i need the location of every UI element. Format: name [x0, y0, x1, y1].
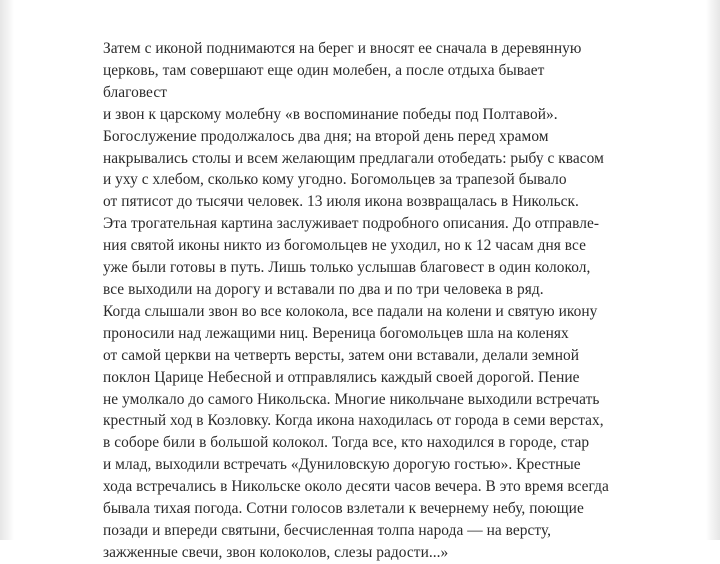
text-line: все выходили на дорогу и вставали по два и по три человека в ряд. [103, 280, 544, 298]
text-line: позади и впереди святыни, бесчисленная толпа народа — на версту, [103, 521, 552, 539]
text-line: зажженные свечи, звон колоколов, слезы радости...» [103, 543, 449, 561]
text-line: уже были готовы в путь. Лишь только услышав благовест в один колокол, [103, 259, 591, 277]
text-line: поклон Царице Небесной и отправлялись каждый своей дорогой. Пение [103, 368, 580, 386]
text-line: крестный ход в Козловку. Когда икона находилась от города в семи верстах, [103, 412, 604, 430]
text-line: Затем с иконой поднимаются на берег и вносят ее сначала в деревянную [103, 40, 582, 57]
text-line: благовест [103, 83, 167, 101]
text-line: Эта трогательная картина заслуживает подробного описания. До отправле- [103, 215, 600, 233]
text-line: от самой церкви на четверть версты, затем они вставали, делали земной [103, 346, 580, 364]
text-line: церковь, там совершают еще один молебен, а после отдыха бывает [103, 61, 545, 79]
text-line: в соборе били в большой колокол. Тогда все, кто находился в городе, стар [103, 434, 590, 452]
text-line: не умолкало до самого Никольска. Многие никольчане выходили встречать [103, 390, 600, 408]
text-line: от пятисот до тысячи человек. 13 июля икона возвращалась в Никольск. [103, 193, 579, 211]
text-line: Богослужение продолжалось два дня; на второй день перед храмом [103, 127, 549, 145]
body-text [103, 38, 703, 564]
text-line: Когда слышали звон во все колокола, все падали на колени и святую икону [103, 302, 598, 320]
left-page-shadow [0, 0, 14, 540]
text-line: хода встречались в Никольске около десяти часов вечера. В это время всегда [103, 478, 609, 496]
text-line: ния святой иконы никто из богомольцев не уходил, но к 12 часам дня все [103, 237, 586, 255]
text-line: проносили над лежащими ниц. Вереница богомольцев шла на коленях [103, 324, 569, 342]
text-line: накрывались столы и всем желающим предлагали отобедать: рыбу с квасом [103, 149, 604, 167]
text-line: и уху с хлебом, сколько кому угодно. Богомольцев за трапезой бывало [103, 171, 567, 189]
text-line: и млад, выходили встречать «Дуниловскую дорогую гостью». Крестные [103, 456, 581, 474]
text-line: и звон к царскому молебну «в воспоминание победы под Полтавой». [103, 105, 558, 123]
text-line: бывала тихая погода. Сотни голосов взлетали к вечернему небу, поющие [103, 500, 584, 518]
right-page-shadow [706, 0, 720, 540]
